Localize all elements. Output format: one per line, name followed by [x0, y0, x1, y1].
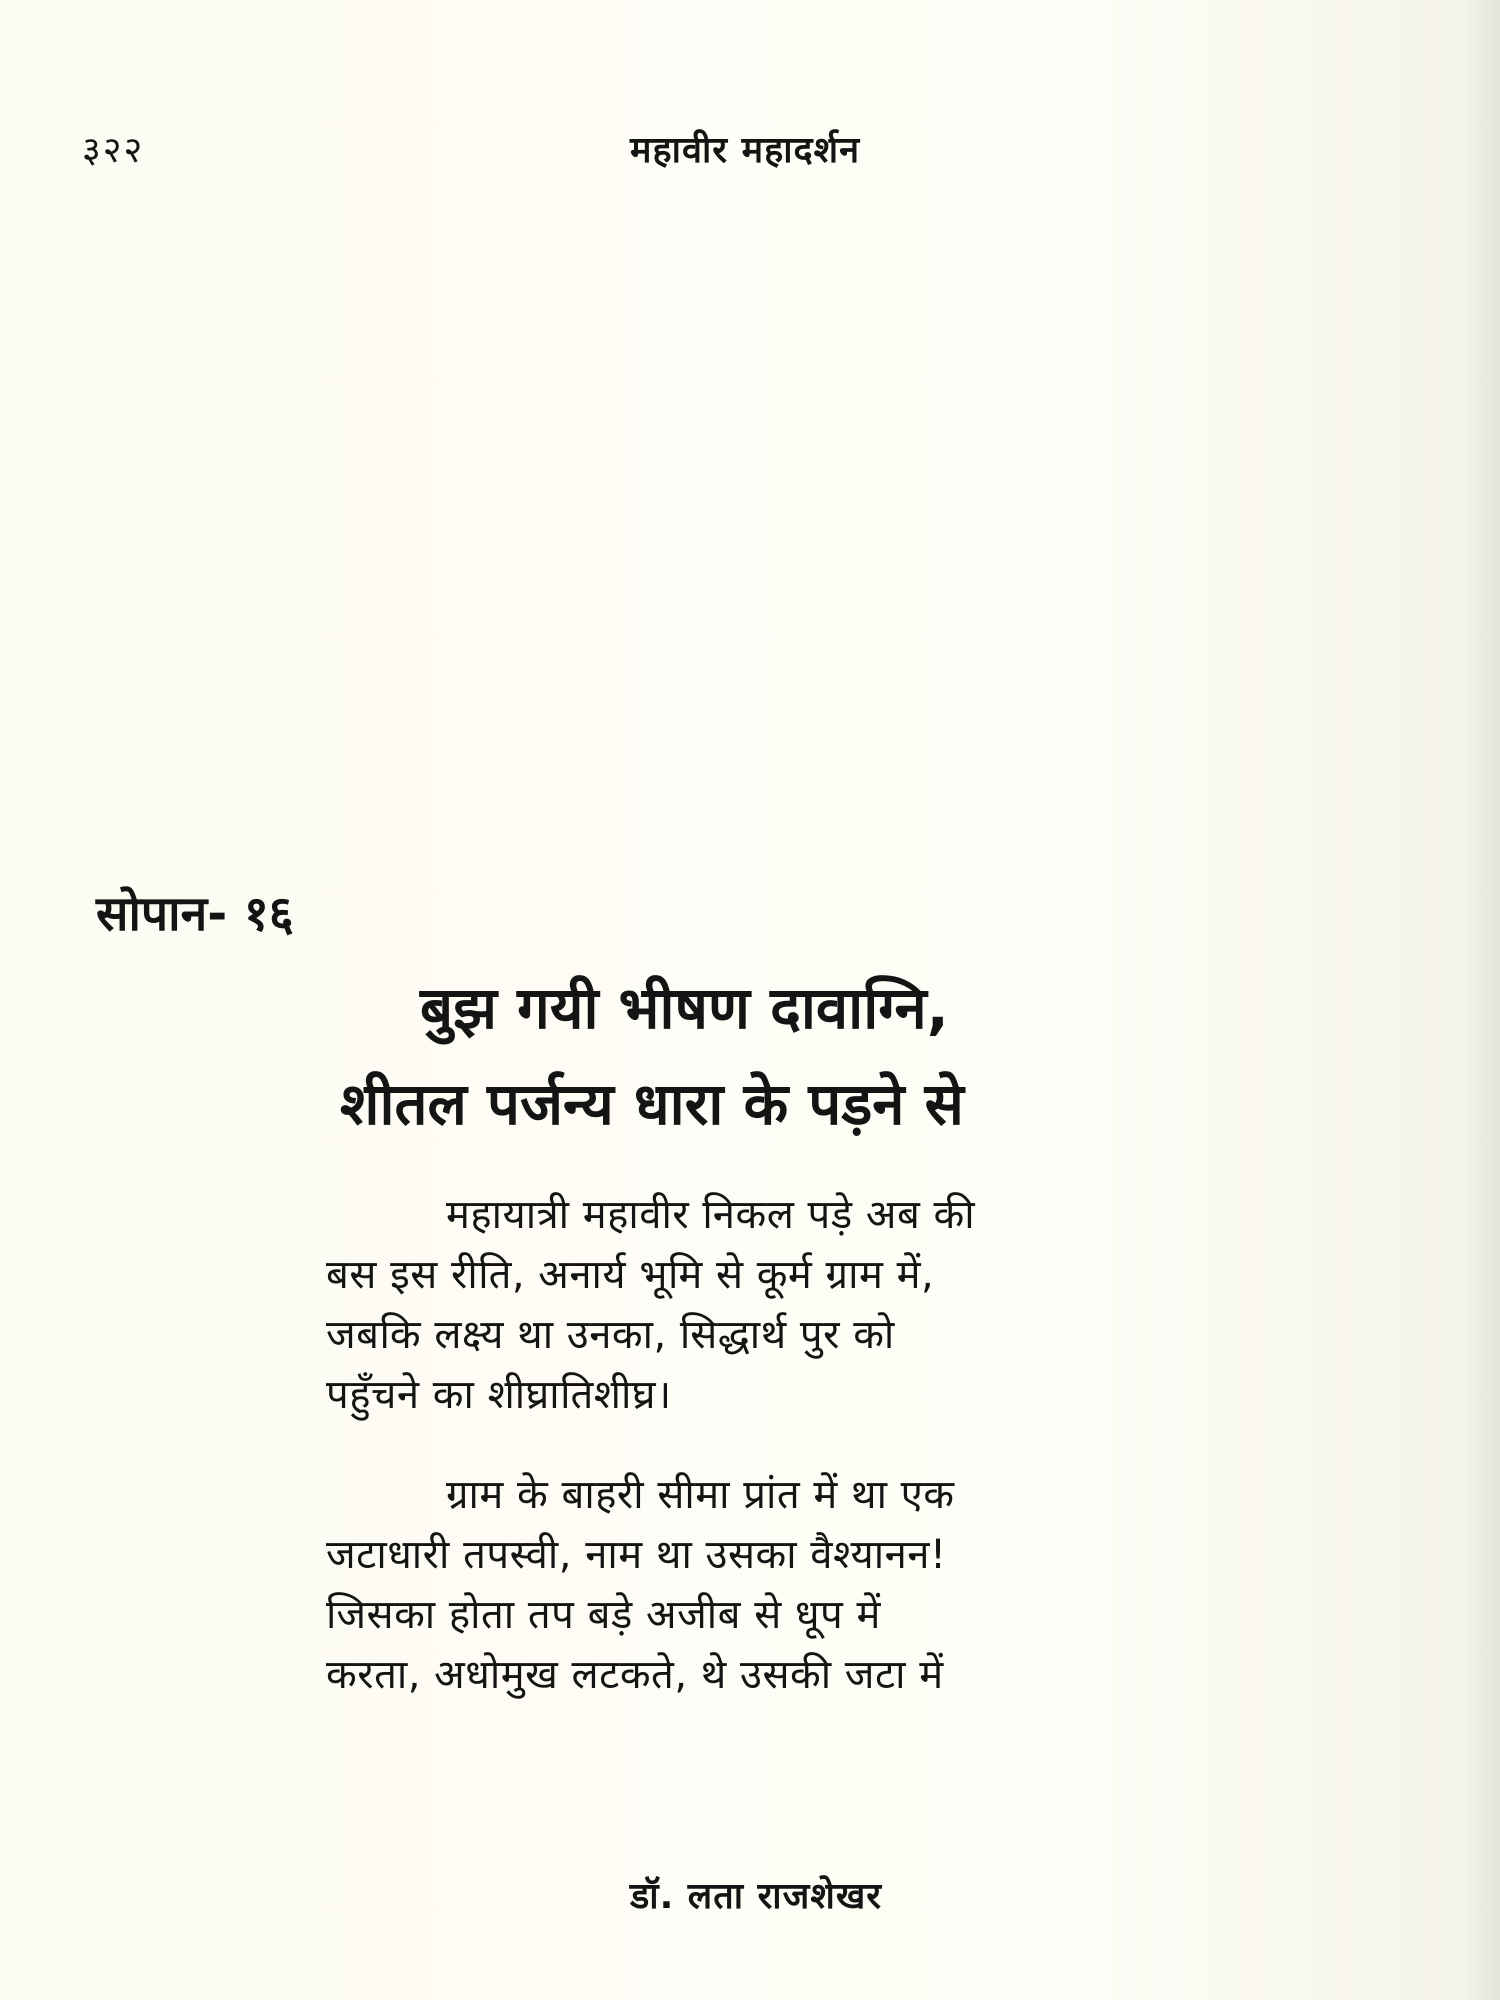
author-footer: डॉ. लता राजशेखर — [630, 1876, 882, 1917]
page-edge-shadow — [1460, 0, 1500, 2000]
paragraph-line: पहुँचने का शीघ्रातिशीघ्र। — [326, 1372, 672, 1418]
page-number: ३२२ — [82, 130, 145, 171]
paragraph-1 — [326, 1185, 1246, 1425]
running-header-title: महावीर महादर्शन — [630, 130, 861, 171]
paragraph-line: जिसका होता तप बड़े अजीब से धूप में — [326, 1592, 881, 1638]
paragraph-line: जटाधारी तपस्वी, नाम था उसका वैश्यानन! — [326, 1532, 947, 1578]
paragraph-line: ग्राम के बाहरी सीमा प्रांत में था एक — [446, 1472, 955, 1518]
chapter-title-line-2: शीतल पर्जन्य धारा के पड़ने से — [340, 1070, 964, 1138]
paragraph-line: बस इस रीति, अनार्य भूमि से कूर्म ग्राम में, — [326, 1252, 935, 1298]
body-text — [326, 1185, 1246, 1745]
paragraph-line: महायात्री महावीर निकल पड़े अब की — [446, 1192, 976, 1238]
paragraph-line: करता, अधोमुख लटकते, थे उसकी जटा में — [326, 1652, 944, 1698]
chapter-title — [340, 960, 1340, 1152]
paragraph-line: जबकि लक्ष्य था उनका, सिद्धार्थ पुर को — [326, 1312, 895, 1358]
section-label: सोपान- १६ — [96, 886, 294, 942]
paragraph-2 — [326, 1465, 1246, 1705]
chapter-title-line-1: बुझ गयी भीषण दावाग्नि, — [420, 974, 949, 1042]
